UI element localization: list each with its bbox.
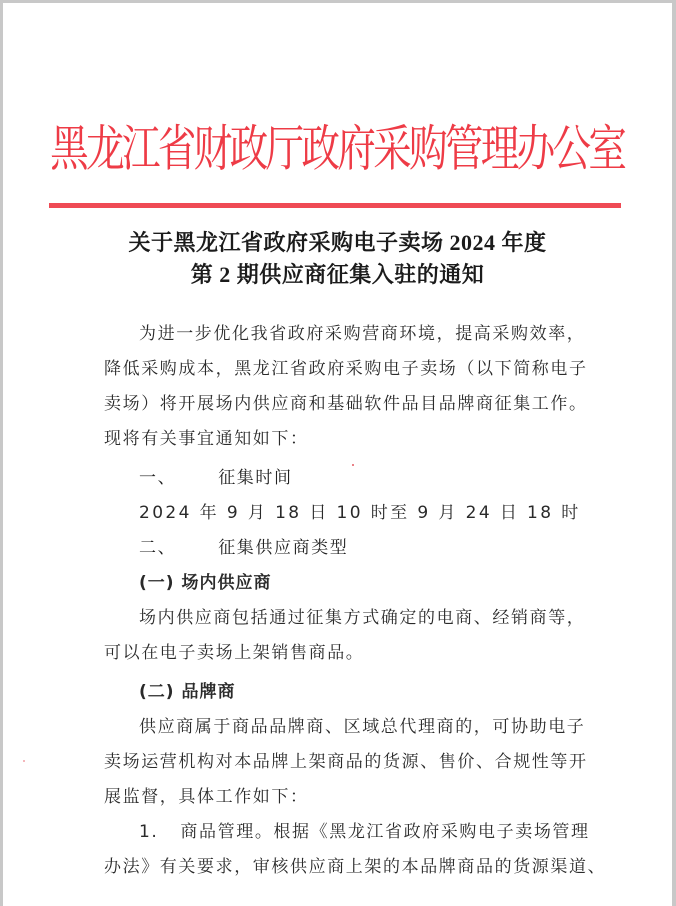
item-1-text: 商品管理。根据《黑龙江省政府采购电子卖场管理 — [180, 822, 590, 842]
intro-line-3: 卖场）将开展场内供应商和基础软件品目品牌商征集工作。 — [104, 394, 588, 414]
item-1-number: 1. — [139, 822, 159, 842]
item-1-line-1 — [139, 820, 590, 844]
subsection-2-line-2: 卖场运营机构对本品牌上架商品的货源、售价、合规性等开 — [104, 752, 588, 772]
scan-speck — [352, 464, 354, 466]
intro-line-1: 为进一步优化我省政府采购营商环境，提高采购效率， — [139, 324, 586, 344]
scan-speck — [23, 760, 25, 762]
section-1-body: 2024 年 9 月 18 日 10 时至 9 月 24 日 18 时 — [139, 503, 581, 523]
subsection-2-line-1: 供应商属于商品品牌商、区域总代理商的，可协助电子 — [139, 717, 586, 737]
masthead-red-rule — [49, 203, 621, 208]
subsection-1-label: (一) 场内供应商 — [139, 573, 272, 593]
document-page — [3, 3, 672, 906]
document-title-line-1: 关于黑龙江省政府采购电子卖场 2024 年度 — [128, 230, 547, 255]
intro-line-4: 现将有关事宜通知如下： — [104, 429, 309, 449]
subsection-1-line-2: 可以在电子卖场上架销售商品。 — [104, 643, 365, 663]
intro-line-2: 降低采购成本，黑龙江省政府采购电子卖场（以下简称电子 — [104, 359, 588, 379]
document-title-line-2: 第 2 期供应商征集入驻的通知 — [190, 262, 485, 287]
subsection-1-line-1: 场内供应商包括通过征集方式确定的电商、经销商等， — [139, 608, 586, 628]
section-2-title: 征集供应商类型 — [218, 538, 349, 558]
section-1-heading — [139, 466, 293, 490]
section-2-number: 二、 — [139, 538, 177, 558]
section-1-title: 征集时间 — [218, 468, 293, 488]
subsection-2-line-3: 展监督，具体工作如下： — [104, 787, 309, 807]
section-1-number: 一、 — [139, 468, 177, 488]
subsection-2-label: (二) 品牌商 — [139, 682, 236, 702]
masthead-title: 黑龙江省财政厅政府采购管理办公室 — [50, 119, 625, 178]
section-2-heading — [139, 536, 348, 560]
item-1-line-2: 办法》有关要求，审核供应商上架的本品牌商品的货源渠道、 — [104, 857, 607, 877]
